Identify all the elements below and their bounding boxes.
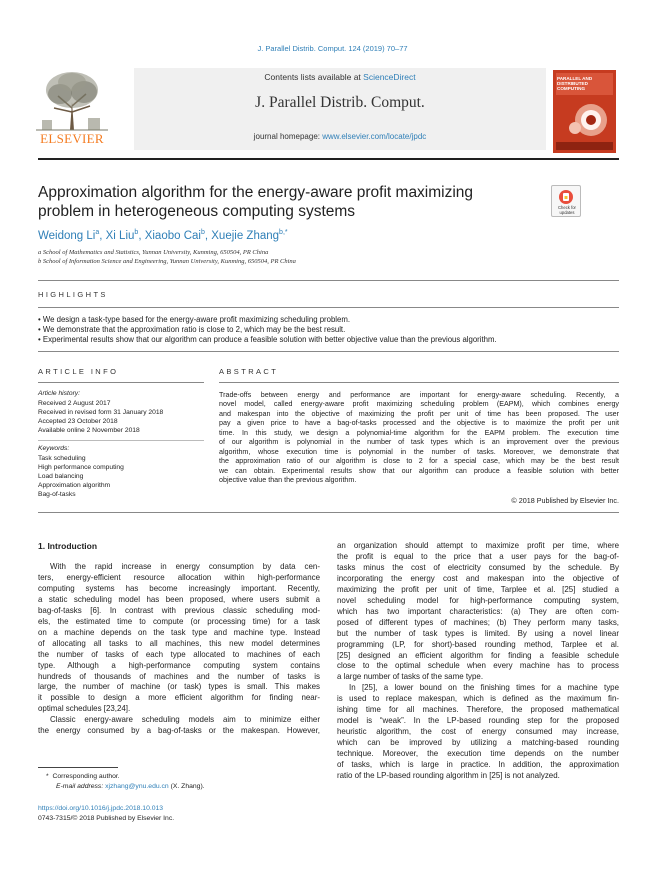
keyword: High performance computing <box>38 464 124 471</box>
body-line: a static scheduling model has been proposed, where users submit a <box>38 594 320 604</box>
abstract-line: algorithm, whose execution time is polynomial in the number of tasks. Moreover, we demonstrate that <box>219 447 619 456</box>
body-line: is used to replace makespan, which is defined as the maximum fin- <box>337 694 619 704</box>
body-line: els, the estimated time to compute (or processing time) for a task <box>38 616 320 626</box>
body-line: incorporating the energy cost and makespan into the objective of <box>337 573 619 583</box>
abstract-copyright: © 2018 Published by Elsevier Inc. <box>511 496 619 505</box>
elsevier-wordmark: ELSEVIER <box>40 131 104 146</box>
header-divider <box>38 158 619 160</box>
keyword: Task scheduling <box>38 455 86 462</box>
highlight-text: Experimental results show that our algorithm can produce a feasible solution with better objective value than the previous algorithm. <box>42 335 497 344</box>
author-name[interactable]: Xi Liu <box>105 229 135 242</box>
divider <box>38 440 204 441</box>
abstract-line: objective value than the previous algorithm. <box>219 476 357 485</box>
body-line: which can be improved by utilizing a matching-based rounding <box>337 738 619 748</box>
affiliation-a: a School of Mathematics and Statistics, Yunnan University, Kunming, 650504, PR China <box>38 249 269 256</box>
article-title <box>38 183 548 221</box>
author-affiliation-mark: b <box>200 229 205 236</box>
asterisk-marker: * <box>46 773 49 780</box>
body-line: In [25], a lower bound on the finishing times for a machine type <box>349 683 619 693</box>
contents-line <box>134 72 546 82</box>
divider <box>38 307 619 308</box>
check-for-updates-badge[interactable] <box>551 185 581 217</box>
corresponding-author-note <box>46 773 120 780</box>
divider <box>38 512 619 513</box>
author-affiliation-mark: b <box>134 229 139 236</box>
author-name[interactable]: Xuejie Zhang <box>211 229 280 242</box>
article-title-line-2: problem in heterogeneous computing systems <box>38 203 356 220</box>
author-affiliation-mark: b,* <box>279 229 288 236</box>
email-link[interactable]: xjzhang@ynu.edu.cn <box>105 783 169 790</box>
body-line: computing systems has become increasingly important. Recently, <box>38 583 320 593</box>
cover-title: PARALLEL AND DISTRIBUTED COMPUTING <box>557 76 593 92</box>
keyword: Load balancing <box>38 473 84 480</box>
highlight-item: • We design a task-type based for the energy-aware profit maximizing scheduling problem. <box>38 315 351 324</box>
body-line: bag-of-tasks [6]. In contrast with previous classic scheduling mod- <box>38 605 320 615</box>
highlight-text: We design a task-type based for the energy-aware profit maximizing scheduling problem. <box>42 315 351 324</box>
abstract-line: and makespan into the objective of maximizing the profit per unit of time has been proposed. The user <box>219 409 619 418</box>
contents-prefix: Contents lists available at <box>264 72 364 82</box>
history-accepted: Accepted 23 October 2018 <box>38 418 118 425</box>
left-column <box>38 562 320 737</box>
section-heading: 1. Introduction <box>38 541 98 551</box>
journal-homepage <box>134 132 546 141</box>
affiliation-b: b School of Information Science and Engineering, Yunnan University, Kunming, 650504, PR China <box>38 258 296 265</box>
body-line: type. Although a high-performance computing system contains <box>38 660 320 670</box>
history-label: Article history: <box>38 390 80 397</box>
body-line: it possible to design a more efficient algorithm for finding near- <box>38 693 320 703</box>
abstract-body <box>219 391 619 486</box>
body-line: maximizing the profit per unit of time, Tarplee et al. [25] studied a <box>337 584 619 594</box>
highlights-heading: HIGHLIGHTS <box>38 290 108 299</box>
right-column <box>337 541 619 782</box>
badge-label: Check for updates <box>558 205 576 215</box>
keyword: Approximation algorithm <box>38 482 111 489</box>
email-label: E-mail address: <box>56 783 104 790</box>
divider <box>38 280 619 281</box>
update-ribbon-icon <box>552 188 580 206</box>
divider <box>38 382 204 383</box>
article-info-heading: ARTICLE INFO <box>38 367 119 376</box>
history-received: Received 2 August 2017 <box>38 400 111 407</box>
body-line: ters, energy-efficient resource allocation within high-performance <box>38 572 320 582</box>
author-name[interactable]: Weidong Li <box>38 229 96 242</box>
body-line: the profit is equal to the price that a user pays for the bag-of- <box>337 551 619 561</box>
abstract-line: pay a given price to have a bag-of-tasks processed and the objective is to maximize the profit per unit <box>219 419 619 428</box>
email-suffix: (X. Zhang). <box>170 783 205 790</box>
body-line: Classic energy-aware scheduling models aim to minimize either <box>50 715 320 725</box>
body-line: ishing time for all machines. Therefore, the proposed mathematical <box>337 705 619 715</box>
body-line: posed of different types of machines; (b) They perform many tasks, <box>337 617 619 627</box>
author-name[interactable]: Xiaobo Cai <box>144 229 201 242</box>
keyword: Bag-of-tasks <box>38 491 76 498</box>
abstract-line: novel model, called energy-aware profit maximizing scheduling problem (EAPM), which combines energy <box>219 400 619 409</box>
body-line: optimal schedules [23,24]. <box>38 704 131 714</box>
body-line: tasks minus the cost of electricity consumed by the schedule. By <box>337 562 619 572</box>
article-title-line-1: Approximation algorithm for the energy-aware profit maximizing <box>38 184 474 201</box>
body-line: but the number of task types is limited. By using a novel linear <box>337 628 619 638</box>
issn-line: 0743-7315/© 2018 Published by Elsevier Inc. <box>38 815 175 822</box>
homepage-prefix: journal homepage: <box>253 132 323 141</box>
body-line: model is “weak”. In the LP-based rounding step for the proposed <box>337 716 619 726</box>
abstract-line: time. In this study, we design a polynomial-time algorithm for the EAPM problem. The execution time <box>219 428 619 437</box>
body-line: With the rapid increase in energy consumption by data cen- <box>50 562 320 571</box>
journal-title: J. Parallel Distrib. Comput. <box>255 94 425 111</box>
body-line: close to the optimal schedule when every machine has to process <box>337 661 619 671</box>
body-line: a large number of tasks of the same type. <box>337 672 484 682</box>
highlight-item: • We demonstrate that the approximation ratio is close to 2, which may be the best result. <box>38 325 346 334</box>
keywords-label: Keywords: <box>38 445 70 452</box>
email-note <box>56 783 205 790</box>
body-line: novel scheduling model for high-performance computing system, <box>337 595 619 605</box>
body-line: hundreds of thousands of machines and the number of tasks is <box>38 671 320 681</box>
body-line: heuristic algorithm, the cost of energy consumed may increase, <box>337 727 619 737</box>
sciencedirect-link[interactable]: ScienceDirect <box>363 72 416 82</box>
abstract-heading: ABSTRACT <box>219 367 279 376</box>
journal-reference[interactable]: J. Parallel Distrib. Comput. 124 (2019) 70–77 <box>257 44 408 53</box>
body-line: which has two important characteristics: (a) They are often com- <box>337 606 619 616</box>
homepage-link[interactable]: www.elsevier.com/locate/jpdc <box>322 132 427 141</box>
highlight-text: We demonstrate that the approximation ratio is close to 2, which may be the best result. <box>42 325 346 334</box>
body-line: on a machine depends on the task type and machine type. Instead <box>38 627 320 637</box>
body-line: of tasks, which is large in practice. In addition, the approximation <box>337 760 619 770</box>
body-line: large, the number of machine (or task) types is small. This makes <box>38 682 320 692</box>
doi-link[interactable]: https://doi.org/10.1016/j.jpdc.2018.10.013 <box>38 805 164 812</box>
body-line: [25] designed an efficient algorithm for finding a feasible schedule <box>337 650 619 660</box>
abstract-line: Trade-offs between energy and performance are important for energy-aware scheduling. Recently, a <box>219 391 619 399</box>
abstract-line: we can obtain. Experimental results show that our algorithm can produce a feasible solution with better <box>219 466 619 475</box>
abstract-line: the approximation ratio of our algorithm is close to 2 for a special case, which may be the best result <box>219 457 619 466</box>
body-line: ratio of the LP-based rounding algorithm in [25] is not analyzed. <box>337 771 560 781</box>
footnote-divider <box>38 767 118 768</box>
body-line: technique. Moreover, the execution time depends on the number <box>337 749 619 759</box>
author-list: Weidong Li$^a$, Xi Liu$^b$, Xiaobo Cai$^b$, Xuejie Zhang$^{b,*}$ <box>38 229 288 242</box>
body-line: an organization should attempt to maximize profit per time, where <box>337 541 619 550</box>
body-line: of allocating all tasks to all machines, this new model determines <box>38 638 320 648</box>
abstract-line: of our algorithm is polynomial in the number of task types which is an improvement over the previous <box>219 438 619 447</box>
divider <box>219 382 619 383</box>
highlight-item: • Experimental results show that our algorithm can produce a feasible solution with better objective value than the previous algorithm. <box>38 335 497 344</box>
history-online: Available online 2 November 2018 <box>38 427 140 434</box>
author-affiliation-mark: a <box>95 229 100 236</box>
body-line: programming (LP, for short)-based rounding method, Tarplee et al. <box>337 639 619 649</box>
body-line: the energy consumed by a bag-of-tasks or the makespan. However, <box>38 726 320 736</box>
divider <box>38 351 619 352</box>
journal-cover-thumbnail[interactable] <box>553 70 616 153</box>
corresponding-text: Corresponding author. <box>52 773 120 780</box>
body-line: the number of tasks of each type allocated to machines of each <box>38 649 320 659</box>
history-revised: Received in revised form 31 January 2018 <box>38 409 164 416</box>
